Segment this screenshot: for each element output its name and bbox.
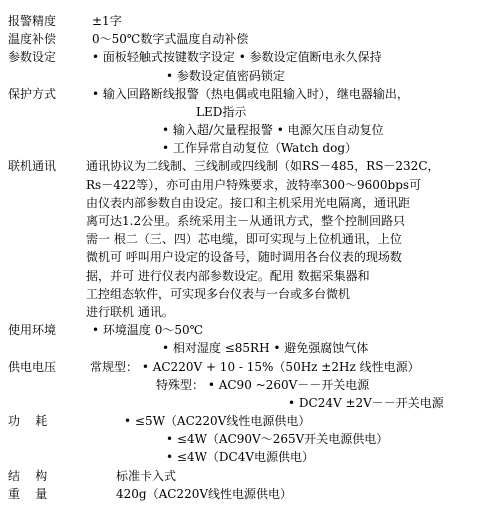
spec-text: 常规型： • AC220V + 10 - 15%（50Hz ±2Hz 线性电源） [90, 359, 420, 374]
spec-text: 通讯协议为二线制、三线制或四线制（如RS－485，RS－232C， [86, 159, 440, 174]
spec-label: 温度补偿 [8, 32, 57, 47]
spec-label: 重 量 [8, 486, 48, 501]
spec-label: 报警精度 [8, 14, 57, 28]
spec-text: 微机可 呼叫用户设定的设备号，随时调用各台仪表的现场数 [86, 250, 402, 265]
spec-text: • 环境温度 0～50℃ [92, 323, 204, 338]
spec-text: • 工作异常自动复位（Watch dog） [162, 141, 358, 156]
spec-text: 0～50℃数字式温度自动补偿 [92, 32, 249, 47]
spec-text: 特殊型： • AC90 ~260V－－开关电源 [156, 377, 370, 392]
spec-text: Rs－422等），亦可由用户特殊要求，波特率300～9600bps可 [86, 177, 422, 192]
spec-text: • 相对湿度 ≤85RH • 避免强腐蚀气体 [162, 341, 369, 356]
spec-text: 据，并可 进行仪表内部参数设定。配用 数据采集器和 [86, 268, 370, 283]
spec-text: 标准卡入式 [116, 468, 177, 483]
spec-text: • 输入超/欠量程报警 • 电源欠压自动复位 [162, 123, 384, 138]
spec-text: • 输入回路断线报警（热电偶或电阻输入时），继电器输出， [92, 86, 409, 101]
spec-text: 420g（AC220V线性电源供电） [116, 486, 293, 501]
spec-text: • 面板轻触式按键数字设定 • 参数设定值断电永久保持 [92, 50, 382, 65]
spec-text: 需一 根二（三、四）芯电缆，即可实现与上位机通讯，上位 [86, 232, 402, 247]
spec-label: 联机通讯 [8, 159, 57, 174]
spec-text: 工控组态软件，可实现多台仪表与一台或多台微机 [86, 286, 351, 301]
spec-text: • ≤4W（AC90V～265V开关电源供电） [166, 432, 389, 447]
spec-label: 使用环境 [8, 323, 57, 338]
spec-label: 功 耗 [8, 414, 48, 429]
spec-text: 进行联机 通讯。 [86, 304, 174, 319]
spec-label: 供电电压 [8, 359, 57, 374]
spec-text: 由仪表内部参数自由设定。接口和主机采用光电隔离，通讯距 [86, 195, 411, 210]
spec-label: 保护方式 [8, 86, 57, 101]
spec-text: ±1字 [92, 14, 122, 28]
spec-text: 离可达1.2公里。系统采用主－从通讯方式，整个控制回路只 [86, 214, 406, 229]
spec-label: 结 构 [8, 468, 48, 483]
spec-label: 参数设定 [8, 50, 57, 65]
spec-text: • DC24V ±2V－－开关电源 [288, 395, 444, 410]
spec-text: • 参数设定值密码锁定 [166, 68, 285, 83]
spec-text: • ≤4W（DC4V电源供电） [166, 450, 315, 465]
spec-text: • ≤5W（AC220V线性电源供电） [124, 414, 311, 429]
spec-text: LED指示 [196, 104, 247, 119]
